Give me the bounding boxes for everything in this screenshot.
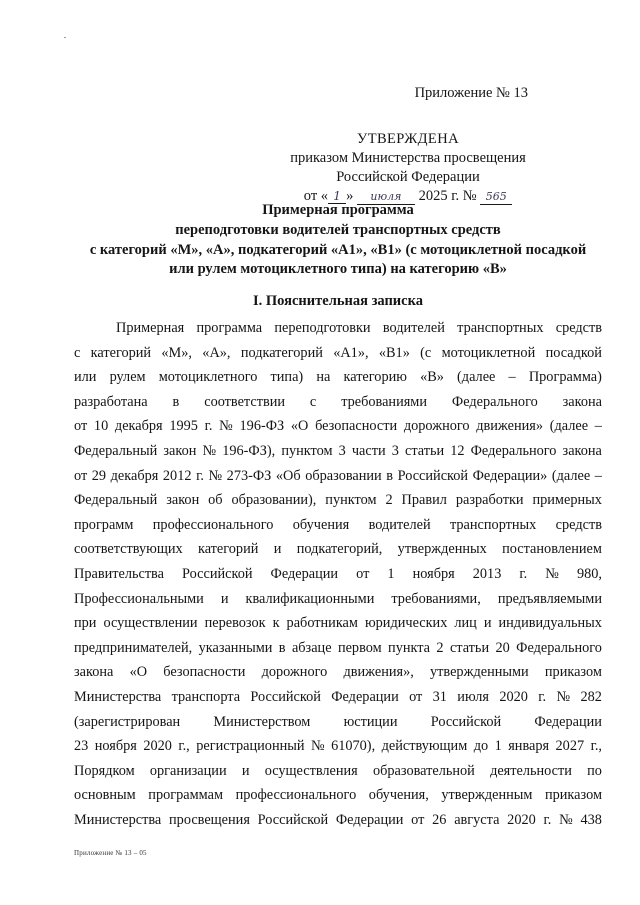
word: № xyxy=(219,418,233,435)
word: № xyxy=(559,811,573,828)
word: Профессиональными xyxy=(74,590,204,607)
word: – xyxy=(508,369,516,386)
word: от xyxy=(356,565,370,582)
word: работникам xyxy=(286,615,358,632)
word: Федеральный xyxy=(74,442,158,459)
word: пунктом xyxy=(325,492,377,509)
paragraph-line xyxy=(74,611,602,636)
word: 23 xyxy=(74,738,89,755)
word: «Об xyxy=(275,467,301,484)
word: к xyxy=(272,615,280,632)
word: подкатегорий, xyxy=(296,541,383,558)
date-mid: » xyxy=(346,188,354,204)
word: обучения, xyxy=(368,787,429,804)
word: профессионального xyxy=(235,787,357,804)
word: в xyxy=(386,467,394,484)
word: примерных xyxy=(532,492,602,509)
word: (зарегистрирован xyxy=(74,713,181,730)
word: 2020 xyxy=(507,811,536,828)
word: № xyxy=(556,688,571,705)
word: г. xyxy=(204,418,213,435)
word: «М», xyxy=(161,344,192,361)
paragraph-line xyxy=(74,660,602,685)
word: 1 xyxy=(387,565,395,582)
word: и xyxy=(483,615,492,632)
word: ноября xyxy=(412,565,455,582)
word: Министерством xyxy=(213,713,311,730)
word: транспортных xyxy=(457,320,544,336)
word: водителей xyxy=(368,516,431,533)
word: средств xyxy=(555,320,602,336)
word: 3 xyxy=(338,442,346,459)
word: Федерации xyxy=(534,713,602,730)
document-title xyxy=(74,201,602,280)
word: Федерации» xyxy=(472,467,548,484)
approval-block xyxy=(288,84,528,206)
word: 10 xyxy=(93,418,109,435)
date-prefix: от « xyxy=(303,188,329,204)
word: или xyxy=(74,369,97,386)
word: Правил xyxy=(401,492,447,509)
word: транспорта xyxy=(171,688,241,705)
word: г. xyxy=(196,467,204,484)
word: части xyxy=(351,442,386,459)
word: Федерального xyxy=(470,442,557,459)
word: деятельности xyxy=(490,762,572,779)
word: подкатегорий xyxy=(240,344,323,361)
word: 12 xyxy=(450,442,465,459)
word: индивидуальных xyxy=(498,615,602,632)
word: Российской xyxy=(182,565,253,582)
word: закон xyxy=(163,442,197,459)
word: указанными xyxy=(198,639,273,656)
word: требованиями, xyxy=(391,590,481,607)
word: образовании), xyxy=(231,492,317,509)
word: 2 xyxy=(385,492,393,509)
word: ноября xyxy=(94,738,137,755)
word: движения» xyxy=(476,418,543,435)
body-text xyxy=(74,316,602,832)
title-line: или рулем мотоциклетного типа) на категорию «В» xyxy=(169,261,507,278)
word: Федерации xyxy=(270,565,339,582)
paragraph-line xyxy=(74,464,602,489)
handwritten-day: 1 xyxy=(328,189,346,204)
word: посадкой xyxy=(545,344,602,361)
word: профессионального xyxy=(152,516,274,533)
word: соответствии xyxy=(204,393,286,410)
handwritten-month: июля xyxy=(357,190,415,205)
word: (далее xyxy=(549,418,589,435)
word: № xyxy=(202,442,217,459)
word: безопасности xyxy=(315,418,398,435)
word: (с xyxy=(420,344,432,361)
word: г. xyxy=(538,688,547,705)
word: и xyxy=(273,541,282,558)
word: действующим xyxy=(381,738,468,755)
word: категорию xyxy=(343,369,407,386)
paragraph-line xyxy=(74,513,602,538)
word: соответствующих xyxy=(74,541,183,558)
word: г. xyxy=(543,811,552,828)
word: Федерального xyxy=(451,393,538,410)
word: категорий xyxy=(90,344,152,361)
word: (далее xyxy=(457,369,496,386)
word: «А1», xyxy=(333,344,369,361)
word: 2 xyxy=(436,639,444,656)
word: мотоциклетной xyxy=(441,344,536,361)
word: 2012 xyxy=(162,467,192,484)
word: декабря xyxy=(114,418,163,435)
word: 3 xyxy=(391,442,399,459)
word: июля xyxy=(457,688,489,705)
word: при xyxy=(74,615,97,632)
word: юридических xyxy=(364,615,448,632)
word: Российской xyxy=(430,713,502,730)
word: закона xyxy=(562,393,602,410)
annex-number: Приложение № 13 xyxy=(414,85,528,101)
word: «А», xyxy=(202,344,231,361)
word: № xyxy=(545,565,559,582)
word: 273-ФЗ xyxy=(226,467,272,484)
word: Министерства xyxy=(74,811,162,828)
order-line-2: Российской Федерации xyxy=(336,169,480,185)
section-heading: I. Пояснительная записка xyxy=(253,293,423,309)
word: образовательной xyxy=(372,762,475,779)
word: квалификационными xyxy=(245,590,375,607)
word: августа xyxy=(454,811,500,828)
word: 20 xyxy=(495,639,510,656)
word: Федерации xyxy=(331,688,399,705)
word: просвещения xyxy=(169,811,250,828)
word: основным xyxy=(74,787,136,804)
order-line-1: приказом Министерства просвещения xyxy=(290,150,526,166)
word: 282 xyxy=(580,688,602,705)
word: абзаце xyxy=(291,639,332,656)
word: до xyxy=(473,738,489,755)
word: от xyxy=(74,467,88,484)
word: января xyxy=(508,738,550,755)
word: закона xyxy=(74,664,114,681)
paragraph-line xyxy=(74,562,602,587)
word: приказом xyxy=(544,664,602,681)
paragraph-line xyxy=(74,439,602,464)
word: от xyxy=(74,418,88,435)
word: «О xyxy=(290,418,309,435)
word: декабря xyxy=(110,467,159,484)
date-year: 2025 г. № xyxy=(418,188,477,204)
word: Министерства xyxy=(74,688,162,705)
word: пунктом xyxy=(281,442,333,459)
word: и xyxy=(220,590,229,607)
word: г. xyxy=(519,565,528,582)
word: 1 xyxy=(494,738,502,755)
word: первом xyxy=(337,639,382,656)
handwritten-order-number: 565 xyxy=(480,190,512,205)
word: 196-ФЗ xyxy=(239,418,285,435)
word: Правительства xyxy=(74,565,164,582)
paragraph-line xyxy=(74,414,602,439)
word: 2020 xyxy=(143,738,172,755)
word: перевозок xyxy=(204,615,266,632)
word: 2013 xyxy=(472,565,502,582)
word: безопасности xyxy=(163,664,246,681)
paragraph-line xyxy=(74,636,602,661)
word: Программа) xyxy=(528,369,602,386)
word: 26 xyxy=(432,811,447,828)
word: мотоциклетного xyxy=(158,369,258,386)
word: (далее xyxy=(551,467,591,484)
word: с xyxy=(74,344,81,361)
word: дорожного xyxy=(261,664,328,681)
paragraph-line xyxy=(74,734,602,759)
word: – xyxy=(594,467,602,484)
paragraph-line xyxy=(74,365,602,390)
word: переподготовки xyxy=(274,320,371,336)
word: по xyxy=(587,762,602,779)
word: г., xyxy=(590,738,602,755)
word: регистрационный xyxy=(196,738,305,755)
word: № xyxy=(310,738,325,755)
paragraph-line xyxy=(74,488,602,513)
word: приказом xyxy=(544,787,602,804)
title-line: Примерная программа xyxy=(262,202,414,218)
word: рулем xyxy=(109,369,146,386)
word: категорий xyxy=(197,541,259,558)
word: 1995 xyxy=(169,418,198,435)
paragraph-line xyxy=(74,710,602,735)
word: и xyxy=(241,762,250,779)
paragraph-line xyxy=(74,783,602,808)
footer-code: Приложение № 13 – 05 xyxy=(74,849,147,857)
word: Федеральный xyxy=(74,492,158,509)
word: разработки xyxy=(455,492,524,509)
scan-speck xyxy=(64,37,66,38)
word: постановлением xyxy=(502,541,602,558)
word: водителей xyxy=(382,320,445,336)
word: программ xyxy=(74,516,134,533)
word: «О xyxy=(129,664,148,681)
word: предпринимателей, xyxy=(74,639,193,656)
word: статьи xyxy=(404,442,445,459)
word: 29 xyxy=(91,467,107,484)
paragraph-line xyxy=(74,808,602,833)
word: осуществления xyxy=(264,762,358,779)
word: 980, xyxy=(576,565,602,582)
paragraph-line xyxy=(74,316,602,341)
word: 2020 xyxy=(499,688,528,705)
word: «В» xyxy=(420,369,444,386)
word: средств xyxy=(555,516,602,533)
word: 2027 xyxy=(555,738,585,755)
word: от xyxy=(409,688,423,705)
word: транспортных xyxy=(449,516,537,533)
paragraph-line xyxy=(74,390,602,415)
word: движения», xyxy=(343,664,414,681)
word: программам xyxy=(148,787,223,804)
word: Федерации xyxy=(335,811,404,828)
word: Примерная xyxy=(116,320,185,336)
word: в xyxy=(278,639,286,656)
paragraph-line xyxy=(74,537,602,562)
word: осуществлении xyxy=(103,615,198,632)
paragraph-line xyxy=(74,759,602,784)
word: на xyxy=(316,369,331,386)
word: об xyxy=(208,492,223,509)
word: типа) xyxy=(270,369,304,386)
word: Федерального xyxy=(516,639,602,656)
word: разработана xyxy=(74,393,148,410)
title-line: переподготовки водителей транспортных средств xyxy=(175,221,501,238)
paragraph-line xyxy=(74,587,602,612)
word: программа xyxy=(196,320,263,336)
word: – xyxy=(594,418,602,435)
word: лиц xyxy=(454,615,477,632)
word: Российской xyxy=(397,467,469,484)
word: 61070), xyxy=(331,738,376,755)
paragraph-line xyxy=(74,685,602,710)
word: утвержденных xyxy=(397,541,487,558)
word: обучения xyxy=(292,516,350,533)
word: предъявляемыми xyxy=(497,590,602,607)
word: г., xyxy=(178,738,190,755)
word: в xyxy=(172,393,180,410)
word: № xyxy=(208,467,223,484)
word: 438 xyxy=(580,811,602,828)
word: утвержденным xyxy=(441,787,533,804)
approved-label: УТВЕРЖДЕНА xyxy=(357,131,459,147)
word: от xyxy=(411,811,425,828)
word: пункта xyxy=(388,639,431,656)
word: Российской xyxy=(257,811,329,828)
word: утвержденными xyxy=(430,664,529,681)
word: 31 xyxy=(432,688,447,705)
title-line: с категорий «М», «А», подкатегорий «А1», «В1» (с мотоциклетной посадкой xyxy=(89,241,587,258)
word: закон xyxy=(166,492,200,509)
paragraph-line xyxy=(74,341,602,366)
word: «В1» xyxy=(378,344,410,361)
word: образовании xyxy=(305,467,382,484)
word: Порядком xyxy=(74,762,135,779)
word: дорожного xyxy=(403,418,470,435)
word: Российской xyxy=(250,688,321,705)
word: организации xyxy=(149,762,227,779)
word: юстиции xyxy=(343,713,398,730)
word: требованиями xyxy=(341,393,428,410)
word: 196-ФЗ), xyxy=(222,442,276,459)
word: с xyxy=(309,393,317,410)
word: статьи xyxy=(449,639,490,656)
word: закона xyxy=(562,442,602,459)
